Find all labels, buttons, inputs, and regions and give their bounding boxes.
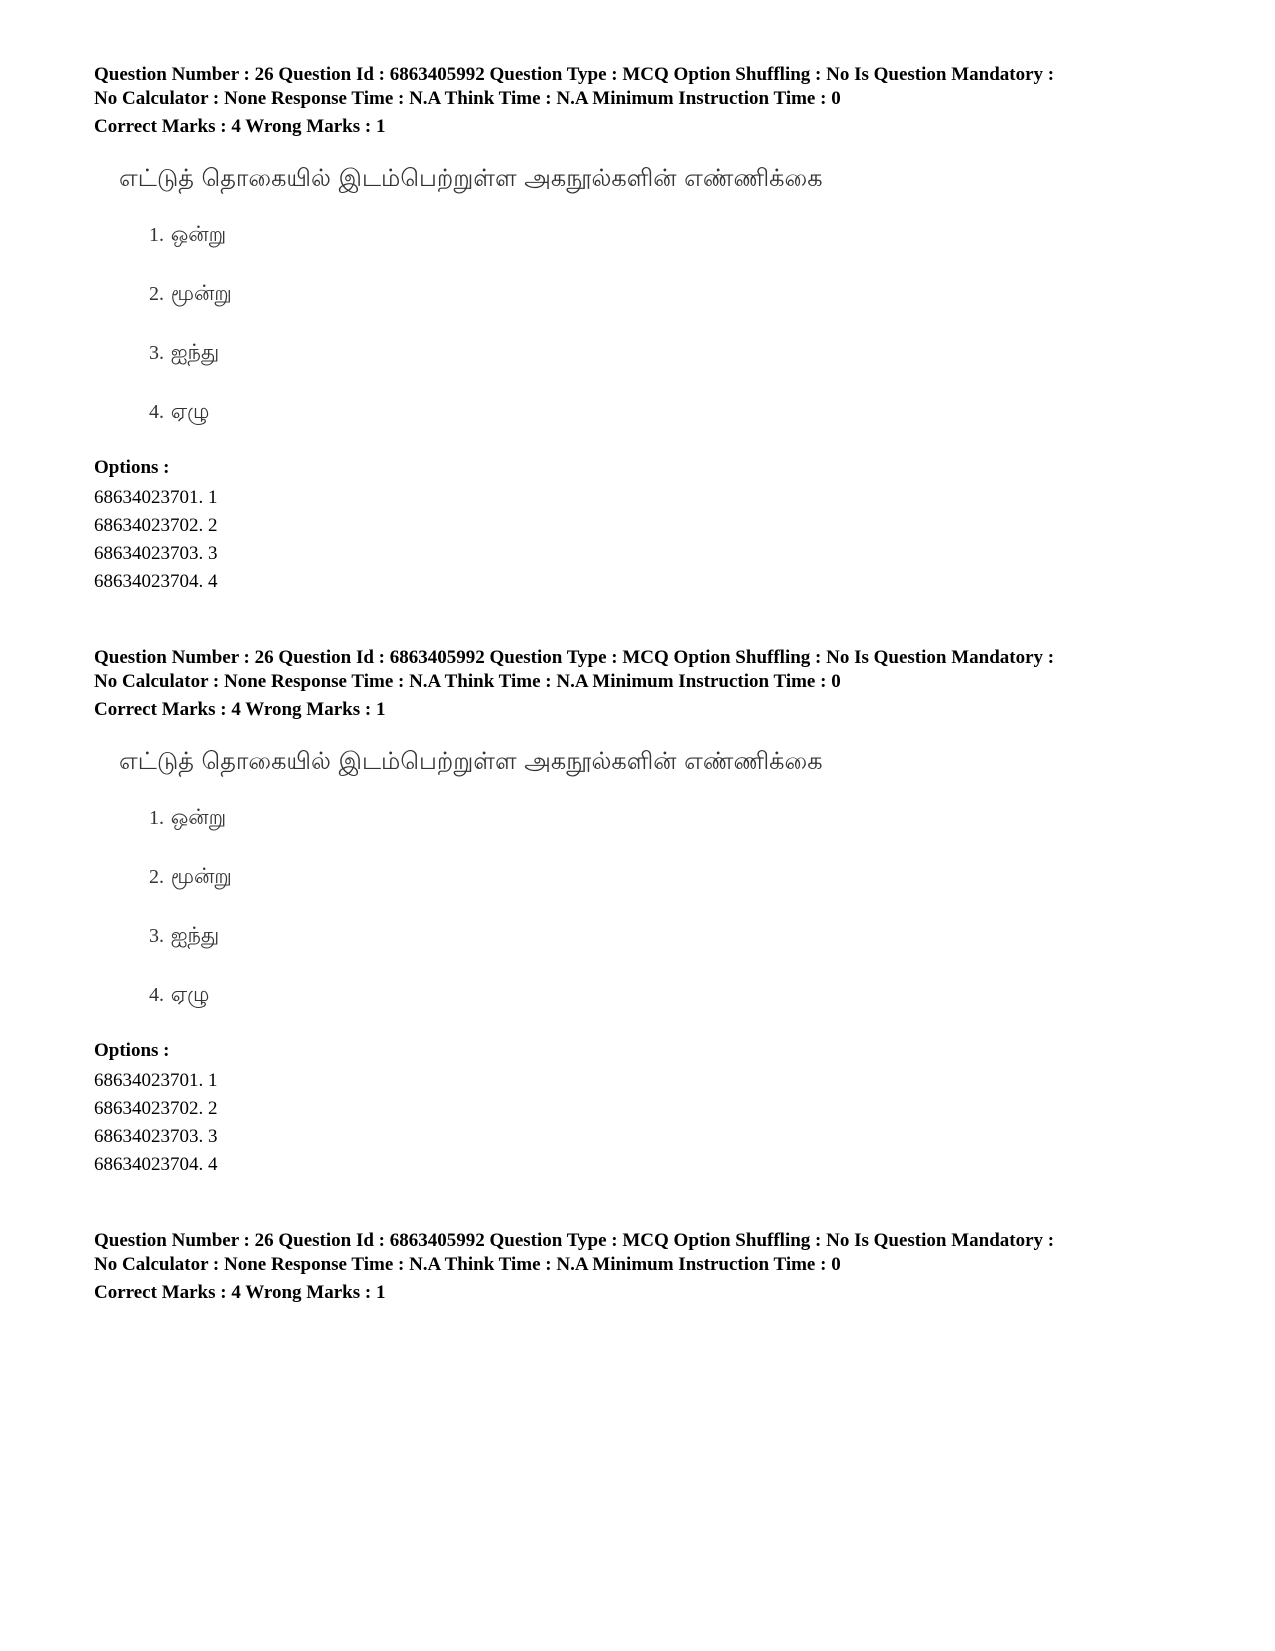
choice-item bbox=[149, 802, 1194, 832]
option-id-row: 68634023704. 4 bbox=[94, 1154, 218, 1175]
choice-label: ஒன்று bbox=[170, 805, 227, 829]
choice-list bbox=[94, 802, 1194, 1009]
question-meta bbox=[94, 1229, 1194, 1277]
question-meta-line: Question Number : 26 Question Id : 6863405992 Question Type : MCQ Option Shuffling : No Is Question Mandatory : bbox=[94, 64, 1055, 85]
choice-item bbox=[149, 337, 1194, 367]
question-block bbox=[94, 1229, 1194, 1305]
question-block bbox=[94, 646, 1194, 1179]
choice-number: 4. bbox=[149, 401, 164, 423]
option-id-row: 68634023703. 3 bbox=[94, 1126, 218, 1147]
choice-item bbox=[149, 278, 1194, 308]
choice-label: ஏழு bbox=[170, 399, 210, 423]
question-meta-line: Question Number : 26 Question Id : 6863405992 Question Type : MCQ Option Shuffling : No Is Question Mandatory : bbox=[94, 647, 1055, 668]
option-id-row: 68634023702. 2 bbox=[94, 515, 218, 536]
option-id-row: 68634023704. 4 bbox=[94, 571, 218, 592]
question-meta-line: Question Number : 26 Question Id : 6863405992 Question Type : MCQ Option Shuffling : No Is Question Mandatory : bbox=[94, 1230, 1055, 1251]
question-meta-line: No Calculator : None Response Time : N.A Think Time : N.A Minimum Instruction Time : 0 bbox=[94, 88, 841, 109]
question-marks: Correct Marks : 4 Wrong Marks : 1 bbox=[94, 699, 386, 720]
option-id-row: 68634023701. 1 bbox=[94, 1070, 218, 1091]
question-meta bbox=[94, 63, 1194, 111]
choice-label: ஐந்து bbox=[170, 923, 220, 947]
question-meta-line: No Calculator : None Response Time : N.A Think Time : N.A Minimum Instruction Time : 0 bbox=[94, 1254, 841, 1275]
choice-item bbox=[149, 920, 1194, 950]
choice-number: 2. bbox=[149, 866, 164, 888]
option-id-list bbox=[94, 484, 1194, 596]
question-marks: Correct Marks : 4 Wrong Marks : 1 bbox=[94, 1282, 386, 1303]
choice-label: ஐந்து bbox=[170, 340, 220, 364]
option-id-row: 68634023702. 2 bbox=[94, 1098, 218, 1119]
choice-number: 1. bbox=[149, 224, 164, 246]
options-heading: Options : bbox=[94, 457, 170, 478]
question-text: எட்டுத் தொகையில் இடம்பெற்றுள்ள அகநூல்களின் எண்ணிக்கை bbox=[119, 747, 823, 775]
choice-label: மூன்று bbox=[170, 864, 232, 888]
option-id-row: 68634023703. 3 bbox=[94, 543, 218, 564]
choice-item bbox=[149, 396, 1194, 426]
choice-number: 3. bbox=[149, 925, 164, 947]
choice-number: 4. bbox=[149, 984, 164, 1006]
options-heading: Options : bbox=[94, 1040, 170, 1061]
question-marks: Correct Marks : 4 Wrong Marks : 1 bbox=[94, 116, 386, 137]
choice-label: ஏழு bbox=[170, 982, 210, 1006]
choice-label: மூன்று bbox=[170, 281, 232, 305]
choice-number: 3. bbox=[149, 342, 164, 364]
choice-item bbox=[149, 861, 1194, 891]
option-id-list bbox=[94, 1067, 1194, 1179]
choice-item bbox=[149, 979, 1194, 1009]
question-text: எட்டுத் தொகையில் இடம்பெற்றுள்ள அகநூல்களின் எண்ணிக்கை bbox=[119, 164, 823, 192]
choice-list bbox=[94, 219, 1194, 426]
question-meta-line: No Calculator : None Response Time : N.A Think Time : N.A Minimum Instruction Time : 0 bbox=[94, 671, 841, 692]
option-id-row: 68634023701. 1 bbox=[94, 487, 218, 508]
choice-number: 1. bbox=[149, 807, 164, 829]
question-block bbox=[94, 63, 1194, 596]
question-meta bbox=[94, 646, 1194, 694]
choice-item bbox=[149, 219, 1194, 249]
choice-label: ஒன்று bbox=[170, 222, 227, 246]
choice-number: 2. bbox=[149, 283, 164, 305]
